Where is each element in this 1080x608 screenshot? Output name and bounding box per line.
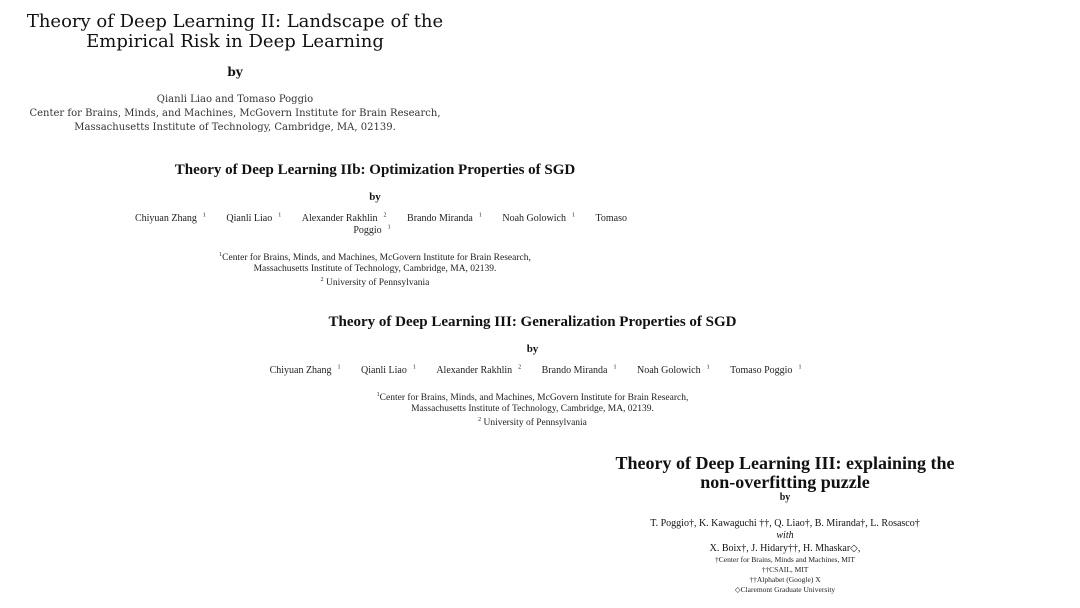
author: Brando Miranda $^1$ [407,213,482,225]
paper-4-title-line-1: Theory of Deep Learning III: explaining the [615,453,955,473]
paper-4-with: with [776,530,794,541]
paper-1-title-line-2: Empirical Risk in Deep Learning [86,31,384,52]
paper-2-header [110,162,640,289]
affiliation-line: $^2$ University of Pennsylvania [320,276,430,288]
paper-3-title: Theory of Deep Learning III: Generalization Properties of SGD [328,314,737,330]
paper-2-authors [110,213,640,236]
paper-4-affiliation-1: †Center for Brains, Minds and Machines, MIT [715,555,855,564]
affiliation-line: Massachusetts Institute of Technology, Cambridge, MA, 02139. [253,263,497,274]
paper-4-affiliation-3: ††Alphabet (Google) X [749,575,821,584]
paper-4-affiliation-2: ††CSAIL, MIT [761,565,809,574]
paper-2-by: by [369,191,381,203]
paper-1-header [15,12,455,135]
affiliation-line: $^1$Center for Brains, Minds, and Machines, McGovern Institute for Brain Research, [376,392,689,404]
author: Noah Golowich $^1$ [502,213,575,225]
paper-1-affiliation-line-2: Massachusetts Institute of Technology, Cambridge, MA, 02139. [74,122,396,133]
paper-4-affiliation-4: ◇Claremont Graduate University [734,585,836,594]
author: Alexander Rakhlin $^2$ [436,365,522,377]
paper-4-authors-line-2: X. Boix†, J. Hidary††, H. Mhaskar◇, [709,543,861,554]
author: Qianli Liao $^1$ [226,213,282,225]
author: Qianli Liao $^1$ [361,365,416,377]
author: Chiyuan Zhang $^1$ [269,365,341,377]
affiliation-line: $^1$Center for Brains, Minds, and Machines, McGovern Institute for Brain Research, [219,251,531,263]
affiliation-line: $^2$ University of Pennsylvania [478,417,587,429]
paper-3-header [255,314,810,430]
author: Noah Golowich $^1$ [636,365,710,377]
affiliation-line: Massachusetts Institute of Technology, Cambridge, MA, 02139. [411,404,654,415]
paper-1-title [15,12,455,52]
paper-2-affiliations [110,250,640,289]
paper-4-authors-line-1: T. Poggio†, K. Kawaguchi ††, Q. Liao†, B. Miranda†, L. Rosasco† [650,518,920,529]
author: Tomaso Poggio $^1$ [353,213,628,236]
paper-4-title [585,454,985,492]
author: Brando Miranda $^1$ [541,365,617,377]
author: Tomaso Poggio $^1$ [730,365,802,377]
paper-3-affiliations [255,390,810,429]
paper-4-by: by [779,492,791,503]
paper-3-authors [255,365,810,376]
paper-1-title-line-1: Theory of Deep Learning II: Landscape of the [26,11,444,32]
paper-4-title-line-2: non-overfitting puzzle [700,472,870,492]
paper-1-by: by [227,65,243,79]
author: Chiyuan Zhang $^1$ [134,213,206,225]
paper-4-header [585,454,985,595]
paper-3-by: by [526,343,539,355]
author: Alexander Rakhlin $^2$ [301,213,387,225]
paper-2-title: Theory of Deep Learning IIb: Optimization Properties of SGD [174,162,576,178]
paper-1-affiliation-line-1: Center for Brains, Minds, and Machines, McGovern Institute for Brain Research, [29,108,441,119]
paper-1-authors: Qianli Liao and Tomaso Poggio [156,94,314,105]
